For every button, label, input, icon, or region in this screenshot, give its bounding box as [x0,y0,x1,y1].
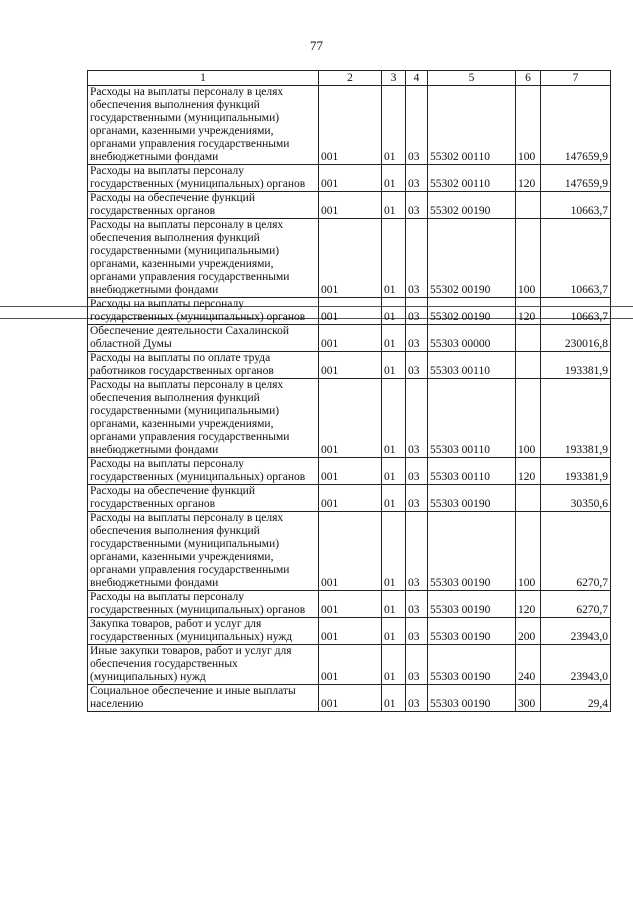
expense-name-cell: Расходы на выплаты персоналу в целях обеспечения выполнения функций государственными (муниципальными) органами, казенными учреждениями, органами управления государственными внебюджетными фондами [88,219,319,298]
subsection-cell: 03 [406,298,428,325]
expense-name-cell: Расходы на выплаты персоналу в целях обеспечения выполнения функций государственными (муниципальными) органами, казенными учреждениями, органами управления государственными внебюджетными фондами [88,512,319,591]
target-article-cell: 55302 00110 [428,165,516,192]
code-cell: 001 [319,645,382,685]
header-row [88,71,611,86]
target-article-cell: 55303 00000 [428,325,516,352]
amount-cell: 193381,9 [541,379,611,458]
expense-type-cell: 100 [516,219,541,298]
code-cell: 001 [319,458,382,485]
subsection-cell: 03 [406,685,428,712]
subsection-cell: 03 [406,325,428,352]
code-cell: 001 [319,86,382,165]
expense-type-cell: 120 [516,298,541,325]
subsection-cell: 03 [406,86,428,165]
target-article-cell: 55303 00190 [428,591,516,618]
section-cell: 01 [382,379,406,458]
amount-cell: 10663,7 [541,219,611,298]
table-row [88,618,611,645]
amount-cell: 10663,7 [541,298,611,325]
expense-name-cell: Расходы на выплаты по оплате труда работников государственных органов [88,352,319,379]
amount-cell: 23943,0 [541,618,611,645]
section-cell: 01 [382,165,406,192]
expense-type-cell: 120 [516,165,541,192]
table-row [88,458,611,485]
code-cell: 001 [319,512,382,591]
section-cell: 01 [382,458,406,485]
code-cell: 001 [319,352,382,379]
code-cell: 001 [319,591,382,618]
target-article-cell: 55303 00190 [428,512,516,591]
amount-cell: 193381,9 [541,352,611,379]
column-header: 2 [319,71,382,86]
table-row [88,219,611,298]
section-cell: 01 [382,325,406,352]
section-cell: 01 [382,485,406,512]
table-row [88,86,611,165]
subsection-cell: 03 [406,192,428,219]
column-header: 1 [88,71,319,86]
expense-type-cell [516,192,541,219]
expense-type-cell: 300 [516,685,541,712]
subsection-cell: 03 [406,219,428,298]
table-row [88,165,611,192]
expense-type-cell: 240 [516,645,541,685]
table-row [88,591,611,618]
expense-type-cell: 100 [516,86,541,165]
expense-name-cell: Закупка товаров, работ и услуг для государственных (муниципальных) нужд [88,618,319,645]
table-row [88,685,611,712]
table-row [88,645,611,685]
target-article-cell: 55302 00190 [428,219,516,298]
code-cell: 001 [319,165,382,192]
amount-cell: 29,4 [541,685,611,712]
section-cell: 01 [382,512,406,591]
table-row [88,512,611,591]
subsection-cell: 03 [406,618,428,645]
column-header: 3 [382,71,406,86]
subsection-cell: 03 [406,458,428,485]
expense-type-cell: 120 [516,458,541,485]
column-header: 5 [428,71,516,86]
target-article-cell: 55302 00190 [428,298,516,325]
expense-type-cell [516,325,541,352]
amount-cell: 10663,7 [541,192,611,219]
target-article-cell: 55302 00190 [428,192,516,219]
amount-cell: 6270,7 [541,591,611,618]
target-article-cell: 55303 00190 [428,645,516,685]
subsection-cell: 03 [406,165,428,192]
budget-table [87,70,611,712]
section-cell: 01 [382,192,406,219]
expense-name-cell: Обеспечение деятельности Сахалинской областной Думы [88,325,319,352]
amount-cell: 6270,7 [541,512,611,591]
column-header: 6 [516,71,541,86]
subsection-cell: 03 [406,591,428,618]
target-article-cell: 55303 00190 [428,618,516,645]
amount-cell: 230016,8 [541,325,611,352]
target-article-cell: 55303 00110 [428,352,516,379]
expense-name-cell: Расходы на выплаты персоналу в целях обеспечения выполнения функций государственными (муниципальными) органами, казенными учреждениями, органами управления государственными внебюджетными фондами [88,86,319,165]
column-header: 7 [541,71,611,86]
expense-name-cell: Расходы на обеспечение функций государственных органов [88,485,319,512]
section-cell: 01 [382,591,406,618]
amount-cell: 30350,6 [541,485,611,512]
code-cell: 001 [319,379,382,458]
table-row [88,298,611,325]
expense-name-cell: Расходы на выплаты персоналу государственных (муниципальных) органов [88,591,319,618]
section-cell: 01 [382,86,406,165]
subsection-cell: 03 [406,645,428,685]
code-cell: 001 [319,219,382,298]
expense-name-cell: Расходы на выплаты персоналу государственных (муниципальных) органов [88,165,319,192]
expense-type-cell [516,352,541,379]
expense-name-cell: Социальное обеспечение и иные выплаты населению [88,685,319,712]
target-article-cell: 55303 00190 [428,485,516,512]
expense-type-cell: 100 [516,379,541,458]
subsection-cell: 03 [406,485,428,512]
section-cell: 01 [382,352,406,379]
section-cell: 01 [382,618,406,645]
target-article-cell: 55303 00190 [428,685,516,712]
column-header: 4 [406,71,428,86]
amount-cell: 193381,9 [541,458,611,485]
expense-name-cell: Расходы на выплаты персоналу в целях обеспечения выполнения функций государственными (муниципальными) органами, казенными учреждениями, органами управления государственными внебюджетными фондами [88,379,319,458]
target-article-cell: 55302 00110 [428,86,516,165]
section-cell: 01 [382,685,406,712]
expense-name-cell: Расходы на выплаты персоналу государственных (муниципальных) органов [88,298,319,325]
amount-cell: 147659,9 [541,86,611,165]
table-row [88,485,611,512]
section-cell: 01 [382,298,406,325]
table-row [88,325,611,352]
table-row [88,352,611,379]
table-row [88,379,611,458]
expense-type-cell: 100 [516,512,541,591]
target-article-cell: 55303 00110 [428,458,516,485]
page-number: 77 [310,38,323,53]
code-cell: 001 [319,298,382,325]
subsection-cell: 03 [406,379,428,458]
code-cell: 001 [319,192,382,219]
expense-type-cell [516,485,541,512]
code-cell: 001 [319,325,382,352]
code-cell: 001 [319,685,382,712]
expense-type-cell: 200 [516,618,541,645]
subsection-cell: 03 [406,352,428,379]
amount-cell: 147659,9 [541,165,611,192]
section-cell: 01 [382,219,406,298]
code-cell: 001 [319,618,382,645]
expense-name-cell: Расходы на выплаты персоналу государственных (муниципальных) органов [88,458,319,485]
section-cell: 01 [382,645,406,685]
target-article-cell: 55303 00110 [428,379,516,458]
expense-name-cell: Расходы на обеспечение функций государственных органов [88,192,319,219]
table-row [88,192,611,219]
amount-cell: 23943,0 [541,645,611,685]
expense-type-cell: 120 [516,591,541,618]
expense-name-cell: Иные закупки товаров, работ и услуг для обеспечения государственных (муниципальных) нужд [88,645,319,685]
subsection-cell: 03 [406,512,428,591]
code-cell: 001 [319,485,382,512]
